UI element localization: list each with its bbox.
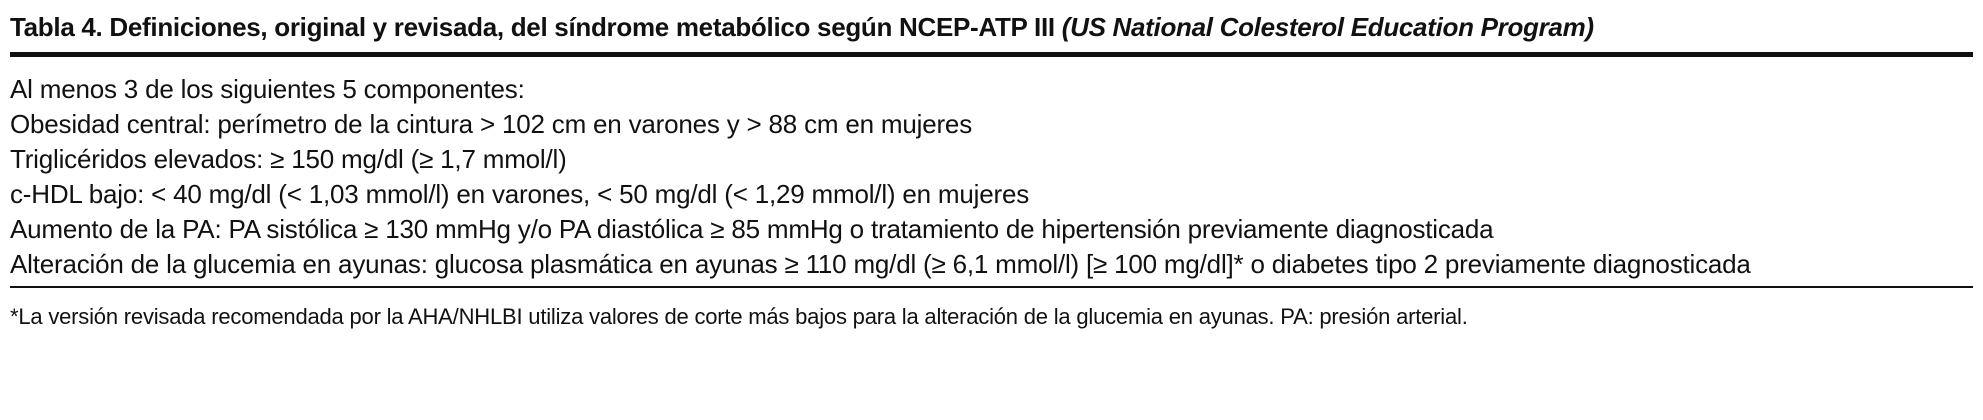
table-row-central-obesity: Obesidad central: perímetro de la cintura > 102 cm en varones y > 88 cm en mujeres (10, 109, 972, 139)
table-row-triglycerides: Triglicéridos elevados: ≥ 150 mg/dl (≥ 1,7 mmol/l) (10, 144, 567, 174)
table-title-main: Tabla 4. Definiciones, original y revisada, del síndrome metabólico según NCEP-ATP III (10, 12, 1062, 42)
table-title-italic: (US National Colesterol Education Program) (1061, 12, 1594, 42)
table-4 (10, 0, 1973, 332)
table-title (10, 0, 1973, 52)
table-row-hdl: c-HDL bajo: < 40 mg/dl (< 1,03 mmol/l) en varones, < 50 mg/dl (< 1,29 mmol/l) en mujeres (10, 179, 1029, 209)
table-footnote: *La versión revisada recomendada por la AHA/NHLBI utiliza valores de corte más bajos para la alteración de la glucemia en ayunas. PA: presión arterial. (10, 304, 1468, 329)
table-body (10, 57, 1973, 282)
table-row-blood-pressure: Aumento de la PA: PA sistólica ≥ 130 mmHg y/o PA diastólica ≥ 85 mmHg o tratamiento de hipertensión previamente diagnosticada (10, 214, 1494, 244)
table-row-intro: Al menos 3 de los siguientes 5 componentes: (10, 74, 525, 104)
table-row-glucose: Alteración de la glucemia en ayunas: glucosa plasmática en ayunas ≥ 110 mg/dl (≥ 6,1 mmol/l) [≥ 100 mg/dl]* o diabetes tipo 2 previamente diagnosticada (10, 249, 1751, 279)
